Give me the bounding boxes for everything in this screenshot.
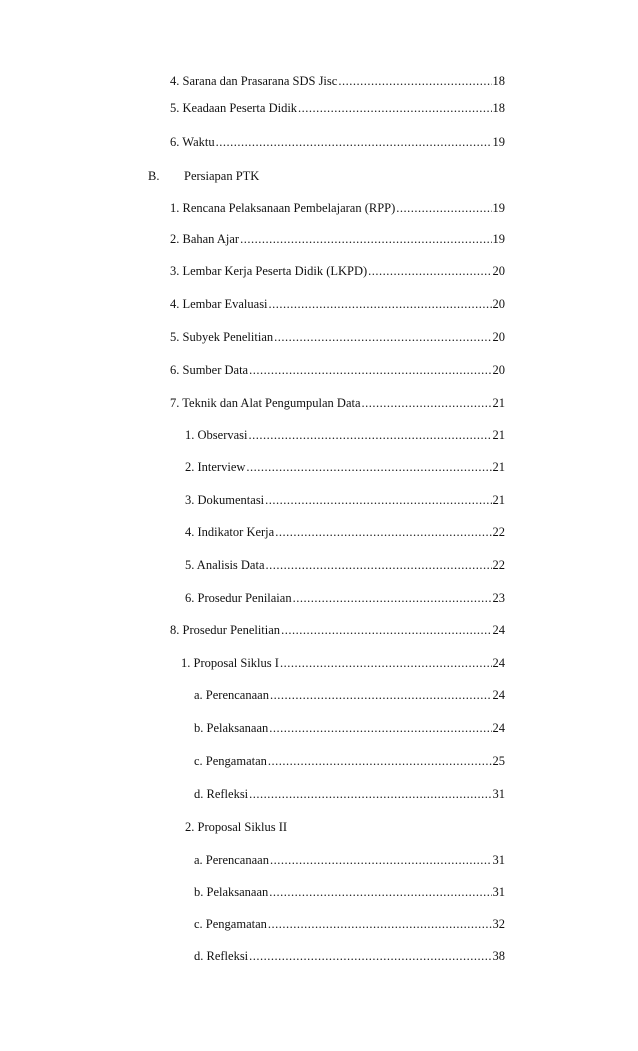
toc-entry[interactable] xyxy=(194,882,505,902)
dot-leader xyxy=(269,718,491,738)
toc-entry-page: 24 xyxy=(492,656,505,670)
toc-entry-label: 1. Rencana Pelaksanaan Pembelajaran (RPP) xyxy=(170,201,396,215)
toc-entry[interactable] xyxy=(194,946,505,966)
dot-leader xyxy=(265,490,491,510)
toc-entry-label: 8. Prosedur Penelitian xyxy=(170,623,281,637)
toc-entry-label: 4. Indikator Kerja xyxy=(185,525,275,539)
dot-leader xyxy=(249,784,491,804)
toc-entry[interactable] xyxy=(170,229,505,249)
toc-entry[interactable] xyxy=(170,98,505,118)
toc-entry-page: 31 xyxy=(492,885,505,899)
dot-leader xyxy=(270,850,492,870)
toc-entry[interactable] xyxy=(194,914,505,934)
toc-entry-label: b. Pelaksanaan xyxy=(194,885,269,899)
toc-entry-label: 4. Lembar Evaluasi xyxy=(170,297,268,311)
toc-entry-page: 31 xyxy=(492,787,505,801)
toc-entry[interactable] xyxy=(185,555,505,575)
toc-entry[interactable] xyxy=(170,360,505,380)
toc-entry-page: 21 xyxy=(492,396,505,410)
toc-entry[interactable] xyxy=(185,457,505,477)
dot-leader xyxy=(298,98,491,118)
toc-entry[interactable] xyxy=(170,327,505,347)
toc-entry[interactable] xyxy=(194,751,505,771)
dot-leader xyxy=(249,360,491,380)
toc-entry-page: 24 xyxy=(492,688,505,702)
toc-subheading[interactable]: 2. Proposal Siklus II xyxy=(185,820,288,834)
dot-leader xyxy=(266,555,492,575)
toc-entry-page: 18 xyxy=(492,101,505,115)
dot-leader xyxy=(280,653,492,673)
dot-leader xyxy=(368,261,491,281)
toc-entry-page: 21 xyxy=(492,428,505,442)
toc-entry-page: 38 xyxy=(492,949,505,963)
toc-entry-label: d. Refleksi xyxy=(194,787,249,801)
toc-entry-label: 2. Interview xyxy=(185,460,246,474)
toc-entry-label: c. Pengamatan xyxy=(194,917,267,931)
dot-leader xyxy=(293,588,492,608)
toc-entry[interactable] xyxy=(170,132,505,152)
dot-leader xyxy=(268,751,492,771)
toc-entry[interactable] xyxy=(185,588,505,608)
toc-entry-label: 4. Sarana dan Prasarana SDS Jisc xyxy=(170,74,338,88)
toc-entry-page: 19 xyxy=(492,232,505,246)
toc-entry-label: 1. Observasi xyxy=(185,428,248,442)
toc-entry[interactable] xyxy=(170,294,505,314)
toc-entry-label: 5. Analisis Data xyxy=(185,558,265,572)
toc-entry-label: a. Perencanaan xyxy=(194,853,269,867)
toc-entry-label: 6. Sumber Data xyxy=(170,363,249,377)
dot-leader xyxy=(269,294,492,314)
toc-entry[interactable] xyxy=(194,718,505,738)
toc-entry-label: 5. Subyek Penelitian xyxy=(170,330,274,344)
toc-entry[interactable] xyxy=(185,522,505,542)
toc-entry-page: 24 xyxy=(492,721,505,735)
dot-leader xyxy=(281,620,491,640)
toc-entry-page: 20 xyxy=(492,330,505,344)
toc-entry-page: 19 xyxy=(492,135,505,149)
toc-entry-label: 3. Dokumentasi xyxy=(185,493,265,507)
toc-entry-page: 22 xyxy=(492,525,505,539)
section-heading xyxy=(0,166,638,186)
toc-entry-page: 21 xyxy=(492,460,505,474)
toc-entry-label: 5. Keadaan Peserta Didik xyxy=(170,101,298,115)
toc-entry[interactable] xyxy=(170,71,505,91)
toc-entry-page: 24 xyxy=(492,623,505,637)
toc-entry-page: 20 xyxy=(492,264,505,278)
toc-entry[interactable] xyxy=(170,261,505,281)
toc-entry-page: 20 xyxy=(492,363,505,377)
toc-entry[interactable] xyxy=(170,393,505,413)
dot-leader xyxy=(338,71,491,91)
dot-leader xyxy=(275,522,491,542)
dot-leader xyxy=(362,393,492,413)
toc-entry[interactable] xyxy=(170,198,505,218)
toc-entry-page: 19 xyxy=(492,201,505,215)
toc-entry-page: 25 xyxy=(492,754,505,768)
toc-entry-label: d. Refleksi xyxy=(194,949,249,963)
toc-entry-page: 31 xyxy=(492,853,505,867)
toc-entry-label: 3. Lembar Kerja Peserta Didik (LKPD) xyxy=(170,264,368,278)
dot-leader xyxy=(396,198,491,218)
toc-entry[interactable] xyxy=(181,653,505,673)
dot-leader xyxy=(268,914,492,934)
toc-entry-page: 18 xyxy=(492,74,505,88)
toc-entry-page: 23 xyxy=(492,591,505,605)
dot-leader xyxy=(249,425,492,445)
toc-entry-label: 6. Prosedur Penilaian xyxy=(185,591,292,605)
dot-leader xyxy=(240,229,491,249)
section-letter: B. xyxy=(148,169,160,183)
dot-leader xyxy=(216,132,492,152)
toc-entry[interactable] xyxy=(185,490,505,510)
toc-entry-label: 7. Teknik dan Alat Pengumpulan Data xyxy=(170,396,361,410)
toc-entry[interactable] xyxy=(194,850,505,870)
toc-entry-label: b. Pelaksanaan xyxy=(194,721,269,735)
toc-entry-label: 2. Bahan Ajar xyxy=(170,232,240,246)
toc-entry-page: 20 xyxy=(492,297,505,311)
toc-entry-page: 22 xyxy=(492,558,505,572)
dot-leader xyxy=(270,685,492,705)
dot-leader xyxy=(246,457,491,477)
section-title: Persiapan PTK xyxy=(184,169,260,183)
toc-entry[interactable] xyxy=(185,425,505,445)
toc-entry-page: 21 xyxy=(492,493,505,507)
dot-leader xyxy=(274,327,491,347)
toc-entry-label: 6. Waktu xyxy=(170,135,215,149)
toc-entry[interactable] xyxy=(194,784,505,804)
toc-entry-page: 32 xyxy=(492,917,505,931)
dot-leader xyxy=(269,882,491,902)
toc-entry[interactable] xyxy=(194,685,505,705)
toc-entry[interactable] xyxy=(170,620,505,640)
toc-entry-label: 1. Proposal Siklus I xyxy=(181,656,279,670)
toc-entry-label: a. Perencanaan xyxy=(194,688,269,702)
toc-entry-label: c. Pengamatan xyxy=(194,754,267,768)
dot-leader xyxy=(249,946,491,966)
